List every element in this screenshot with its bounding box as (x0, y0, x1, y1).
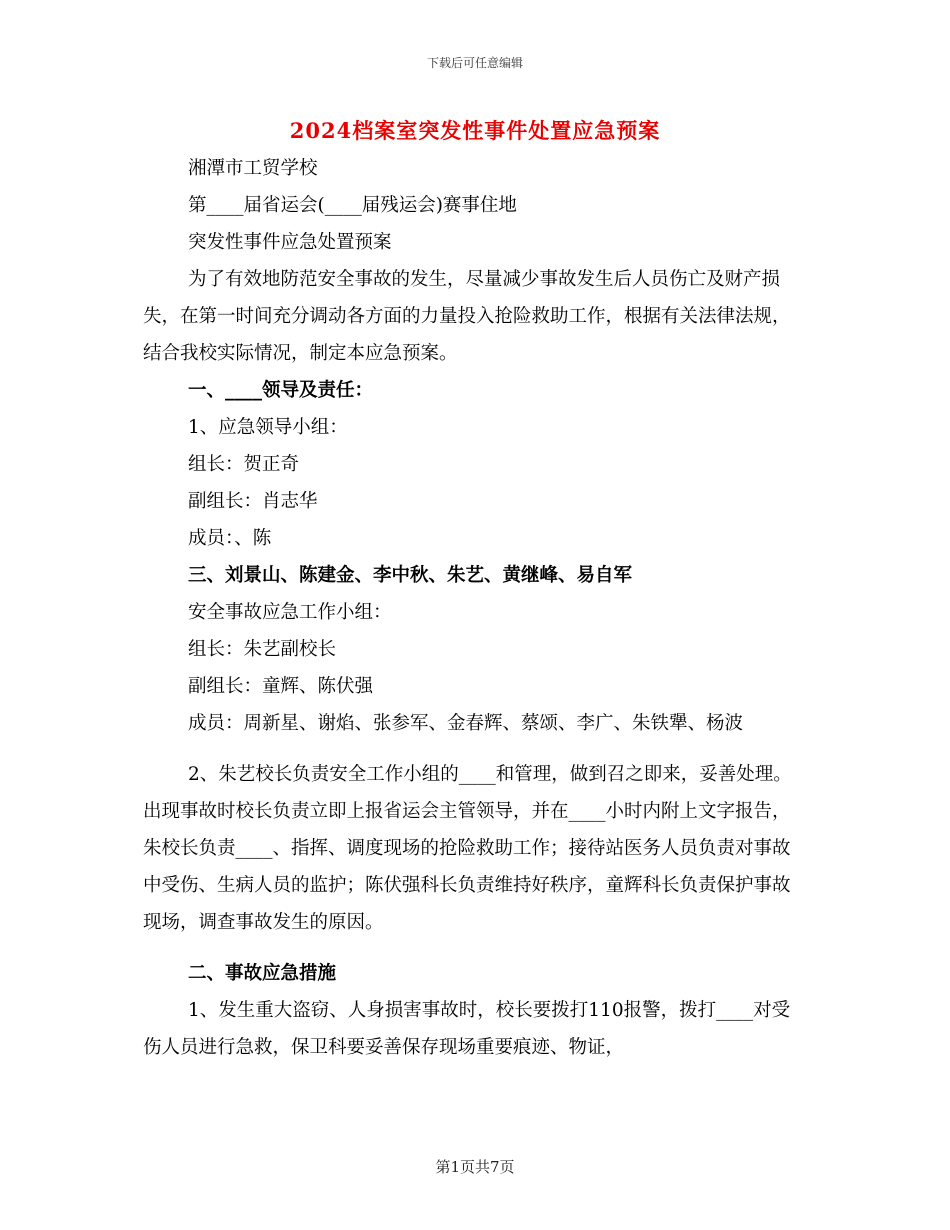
plan-subtitle: 突发性事件应急处置预案 (188, 232, 392, 253)
members-line: 成员：、陈 (188, 528, 272, 549)
deputy-leader-line: 副组长：肖志华 (188, 491, 318, 512)
section-heading-2: 二、事故应急措施 (188, 963, 337, 984)
safety-members-line: 成员：周新星、谢焰、张参军、金春辉、蔡颂、李广、朱铁犟、杨波 (188, 713, 744, 734)
intro-paragraph: 为了有效地防范安全事故的发生，尽量减少事故发生后人员伤亡及财产损失，在第一时间充分调动各方面的力量投入抢险救助工作，根据有关法律法规，结合我校实际情况，制定本应急预案。 (143, 269, 791, 364)
safety-deputy-line: 副组长：童辉、陈伏强 (188, 676, 374, 697)
event-venue-line: 第____届省运会(____届残运会)赛事住地 (188, 195, 517, 216)
subheading-safety-group: 安全事故应急工作小组： (188, 602, 392, 623)
page-footer: 第1页共7页 (435, 1158, 515, 1176)
header-note: 下载后可任意编辑 (426, 56, 523, 70)
leader-line: 组长：贺正奇 (188, 454, 300, 475)
section-heading-3: 三、刘景山、陈建金、李中秋、朱艺、黄继峰、易自军 (188, 565, 633, 586)
responsibility-paragraph: 2、朱艺校长负责安全工作小组的____和管理，做到召之即来，妥善处理。出现事故时校长负责立即上报省运会主管领导，并在____小时内附上文字报告，朱校长负责____、指挥、调度现场的抢险救助工作；接待站医务人员负责对事故中受伤、生病人员的监护；陈伏强科长负责维持好秩序，童辉科长负责保护事故现场，调查事故发生的原因。 (143, 764, 792, 933)
document-title: 2024档案室突发性事件处置应急预案 (289, 118, 661, 143)
measure-paragraph-1: 1、发生重大盗窃、人身损害事故时，校长要拨打110报警，拨打____对受伤人员进行急救，保卫科要妥善保存现场重要痕迹、物证， (143, 1000, 791, 1058)
section-heading-1: 一、____领导及责任： (188, 380, 374, 401)
school-name: 湘潭市工贸学校 (188, 158, 318, 179)
safety-leader-line: 组长：朱艺副校长 (188, 639, 337, 660)
document-body (143, 150, 808, 1066)
subheading-leadership-group: 1、应急领导小组： (188, 417, 348, 438)
